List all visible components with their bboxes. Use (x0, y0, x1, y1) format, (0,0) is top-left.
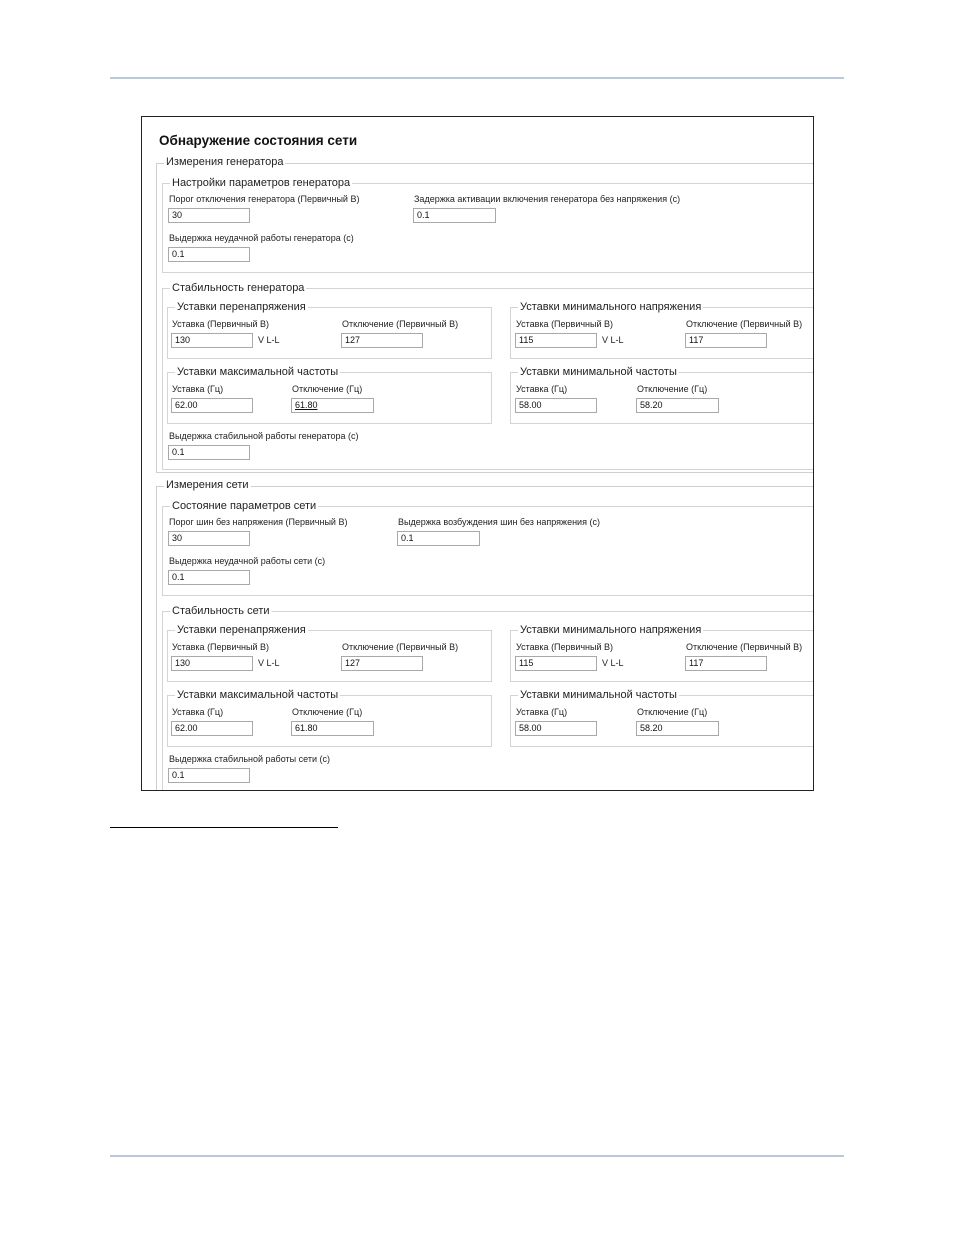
gen-dead-threshold-input[interactable]: 30 (168, 208, 250, 223)
gen-of-dropout-label: Отключение (Гц) (292, 384, 363, 394)
bus-dead-threshold-input[interactable]: 30 (168, 531, 250, 546)
gen-underfrequency-title: Уставки минимальной частоты (520, 366, 677, 378)
bus-underfrequency-title: Уставки минимальной частоты (520, 689, 677, 701)
generator-settings-group (162, 177, 814, 273)
gen-ov-dropout-label: Отключение (Первичный В) (342, 319, 459, 329)
gen-undervoltage-group (510, 301, 814, 359)
bus-uf-dropout-label: Отключение (Гц) (637, 707, 708, 717)
gen-uv-unit: V L-L (602, 335, 624, 345)
bus-stable-delay-input[interactable]: 0.1 (168, 768, 250, 783)
generator-stability-group (162, 282, 814, 470)
bus-dead-threshold-label: Порог шин без напряжения (Первичный В) (169, 517, 348, 527)
gen-ov-unit: V L-L (258, 335, 280, 345)
bus-overfrequency-group (167, 689, 492, 747)
bus-measurement-group (156, 479, 814, 791)
bus-fail-delay-input[interactable]: 0.1 (168, 570, 250, 585)
bus-uv-dropout-input[interactable]: 117 (685, 656, 767, 671)
generator-settings-title: Настройки параметров генератора (172, 177, 351, 189)
bus-of-dropout-label: Отключение (Гц) (292, 707, 363, 717)
generator-measurement-group (156, 156, 814, 473)
bus-uf-pickup-input[interactable]: 58.00 (515, 721, 597, 736)
page-footer-rule (110, 1155, 844, 1157)
gen-uv-dropout-input[interactable]: 117 (685, 333, 767, 348)
gen-ov-pickup-input[interactable]: 130 (171, 333, 253, 348)
bus-fail-delay-label: Выдержка неудачной работы сети (с) (169, 556, 326, 566)
gen-fail-delay-label: Выдержка неудачной работы генератора (с) (169, 233, 354, 243)
bus-uv-unit: V L-L (602, 658, 624, 668)
bus-ov-unit: V L-L (258, 658, 280, 668)
footnote-separator (110, 827, 338, 828)
bus-undervoltage-title: Уставки минимального напряжения (520, 624, 702, 636)
gen-of-pickup-label: Уставка (Гц) (172, 384, 224, 394)
gen-ov-dropout-input[interactable]: 127 (341, 333, 423, 348)
gen-underfrequency-group (510, 366, 814, 424)
bus-uf-pickup-label: Уставка (Гц) (516, 707, 568, 717)
bus-settings-group (162, 500, 814, 596)
bus-ov-pickup-label: Уставка (Первичный В) (172, 642, 270, 652)
bus-ov-dropout-label: Отключение (Первичный В) (342, 642, 459, 652)
bus-settings-title: Состояние параметров сети (172, 500, 317, 512)
bus-uv-dropout-label: Отключение (Первичный В) (686, 642, 803, 652)
gen-stable-delay-input[interactable]: 0.1 (168, 445, 250, 460)
gen-uf-pickup-input[interactable]: 58.00 (515, 398, 597, 413)
gen-stable-delay-label: Выдержка стабильной работы генератора (с) (169, 431, 359, 441)
gen-overfrequency-group (167, 366, 492, 424)
gen-uv-pickup-label: Уставка (Первичный В) (516, 319, 614, 329)
gen-fail-delay-input[interactable]: 0.1 (168, 247, 250, 262)
bus-of-pickup-input[interactable]: 62.00 (171, 721, 253, 736)
gen-overfrequency-title: Уставки максимальной частоты (177, 366, 339, 378)
bus-ov-pickup-input[interactable]: 130 (171, 656, 253, 671)
gen-overvoltage-group (167, 301, 492, 359)
gen-uf-dropout-label: Отключение (Гц) (637, 384, 708, 394)
gen-uf-dropout-input[interactable]: 58.20 (636, 398, 719, 413)
bus-undervoltage-group (510, 624, 814, 682)
bus-condition-detection-panel (141, 116, 814, 791)
bus-overvoltage-title: Уставки перенапряжения (177, 624, 306, 636)
bus-ov-dropout-input[interactable]: 127 (341, 656, 423, 671)
bus-overvoltage-group (167, 624, 492, 682)
bus-measurement-title: Измерения сети (166, 479, 249, 491)
gen-uv-dropout-label: Отключение (Первичный В) (686, 319, 803, 329)
bus-uf-dropout-input[interactable]: 58.20 (636, 721, 719, 736)
gen-dead-activation-delay-input[interactable]: 0.1 (413, 208, 496, 223)
gen-ov-pickup-label: Уставка (Первичный В) (172, 319, 270, 329)
bus-dead-excitation-delay-input[interactable]: 0.1 (397, 531, 480, 546)
bus-underfrequency-group (510, 689, 814, 747)
generator-measurement-title: Измерения генератора (166, 156, 284, 168)
panel-title: Обнаружение состояния сети (159, 133, 358, 148)
bus-dead-excitation-delay-label: Выдержка возбуждения шин без напряжения (с) (398, 517, 600, 527)
gen-dead-activation-delay-label: Задержка активации включения генератора без напряжения (с) (414, 194, 681, 204)
gen-dead-threshold-label: Порог отключения генератора (Первичный В) (169, 194, 360, 204)
bus-uv-pickup-input[interactable]: 115 (515, 656, 597, 671)
bus-uv-pickup-label: Уставка (Первичный В) (516, 642, 614, 652)
gen-overvoltage-title: Уставки перенапряжения (177, 301, 306, 313)
gen-uv-pickup-input[interactable]: 115 (515, 333, 597, 348)
bus-overfrequency-title: Уставки максимальной частоты (177, 689, 339, 701)
page-header-rule (110, 77, 844, 79)
generator-stability-title: Стабильность генератора (172, 282, 305, 294)
gen-of-dropout-input[interactable]: 61.80 (291, 398, 374, 413)
bus-stability-group (162, 605, 814, 791)
gen-undervoltage-title: Уставки минимального напряжения (520, 301, 702, 313)
bus-of-dropout-input[interactable]: 61.80 (291, 721, 374, 736)
gen-uf-pickup-label: Уставка (Гц) (516, 384, 568, 394)
bus-of-pickup-label: Уставка (Гц) (172, 707, 224, 717)
bus-stable-delay-label: Выдержка стабильной работы сети (с) (169, 754, 330, 764)
gen-of-pickup-input[interactable]: 62.00 (171, 398, 253, 413)
bus-stability-title: Стабильность сети (172, 605, 270, 617)
